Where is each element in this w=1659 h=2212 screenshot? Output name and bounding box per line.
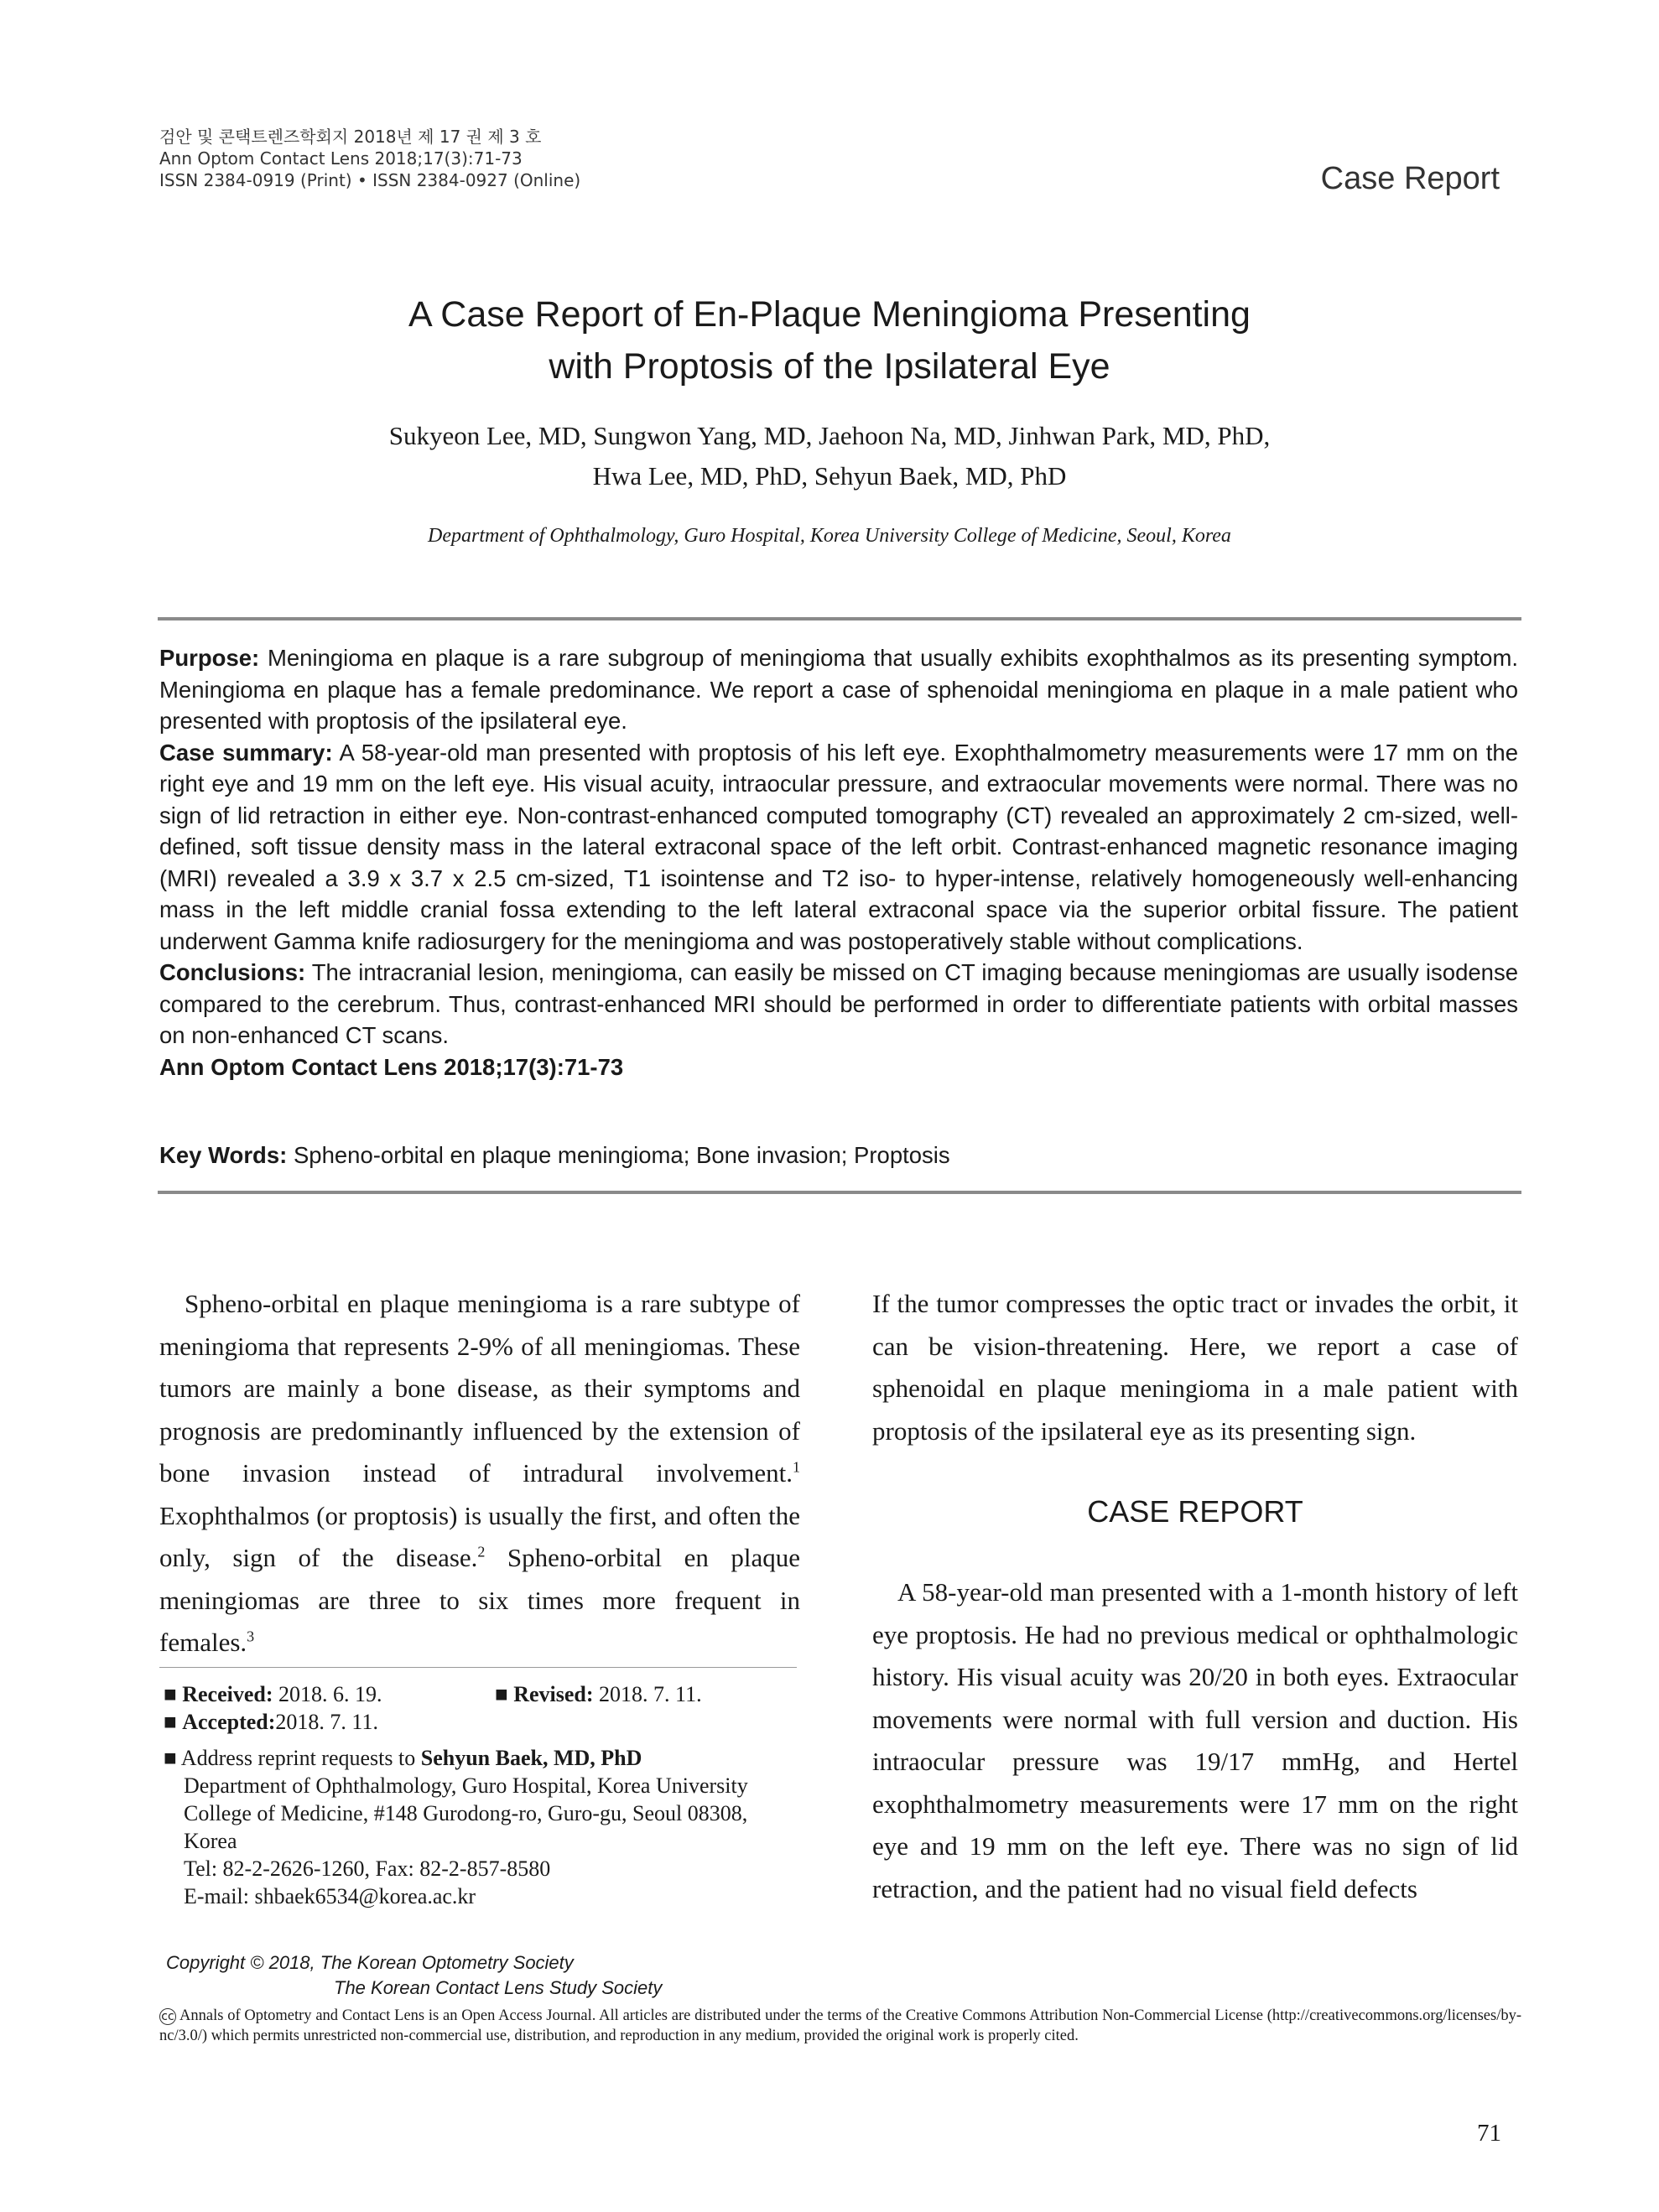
received-date: ■ Received: 2018. 6. 19. — [164, 1682, 382, 1706]
received-revised-row — [164, 1680, 801, 1708]
journal-english: Ann Optom Contact Lens 2018;17(3):71-73 — [159, 148, 523, 169]
journal-header — [159, 126, 580, 191]
page-title — [0, 288, 1659, 392]
keywords-label: Key Words: — [159, 1142, 288, 1168]
revised-date: ■ Revised: 2018. 7. 11. — [495, 1682, 702, 1706]
issn: ISSN 2384-0919 (Print) • ISSN 2384-0927 (Online) — [159, 170, 581, 190]
page-number: 71 — [1477, 2120, 1501, 2147]
abstract-purpose — [159, 642, 1518, 737]
telephone: Tel: 82-2-2626-1260, Fax: 82-2-857-8580 — [184, 1856, 551, 1881]
correspondence-address: ■ Address reprint requests to Sehyun Baek, MD, PhD Department of Ophthalmology, Guro Hospital, Korea University College of Medicine, #148 Gurodong-ro, Guro-gu, Seoul 08308, Korea Tel: 82-2-2626-1260, Fax: 82-2-857-8580 E-mail: shbaek6534@korea.ac.kr — [164, 1744, 801, 1910]
reference-3: 3 — [247, 1628, 255, 1645]
abstract — [159, 642, 1518, 1083]
corresponding-author: Sehyun Baek, MD, PhD — [420, 1746, 642, 1770]
keywords-text: Spheno-orbital en plaque meningioma; Bone invasion; Proptosis — [287, 1142, 950, 1168]
divider-top — [158, 617, 1521, 621]
intro-continuation: If the tumor compresses the optic tract or invades the orbit, it can be vision-threatening. Here, we report a case of sphenoidal en plaque meningioma in a male patient with proptosis of the ipsilateral eye as its presenting sign. — [872, 1289, 1518, 1446]
authors-line-1: Sukyeon Lee, MD, Sungwon Yang, MD, Jaehoon Na, MD, Jinhwan Park, MD, PhD, — [388, 421, 1271, 450]
abstract-citation: Ann Optom Contact Lens 2018;17(3):71-73 — [159, 1053, 624, 1080]
license-notice: cc Annals of Optometry and Contact Lens is an Open Access Journal. All articles are distributed under the terms of the Creative Commons Attribution Non-Commercial License (http://creativecommons.org/licenses/by-nc/3.0/) which permits unrestricted non-commercial use, distribution, and reproduction in any medium, provided the original work is properly cited. — [159, 2007, 1521, 2044]
article-footnotes — [164, 1680, 801, 1910]
article-type: Case Report — [1320, 161, 1500, 196]
conclusions-text: The intracranial lesion, meningioma, can easily be missed on CT imaging because meningiomas are usually isodense compared to the cerebrum. Thus, contrast-enhanced MRI should be performed in order to differentiate patients with orbital masses on non-enhanced CT scans. — [159, 959, 1518, 1048]
email-address: E-mail: shbaek6534@korea.ac.kr — [184, 1884, 476, 1908]
title-line-2: with Proptosis of the Ipsilateral Eye — [549, 346, 1110, 387]
accepted-date: ■ Accepted: 2018. 7. 11. — [164, 1710, 378, 1734]
intro-paragraph: Spheno-orbital en plaque meningioma is a rare subtype of meningioma that represents 2-9% of all meningiomas. These tumors are mainly a bone disease, as their symptoms and prognosis are predominantly influenced by the extension of bone invasion instead of intradural involvement.$^1$ Exophthalmos (or proptosis) is usually the first, and often the only, sign of the disease.$^2$ Spheno-orbital en plaque meningiomas are three to six times more frequent in females.$^3$ — [159, 1289, 800, 1657]
purpose-label: Purpose: — [159, 645, 260, 671]
body-right-column — [872, 1283, 1518, 1452]
section-heading-case-report: CASE REPORT — [1087, 1494, 1303, 1529]
authors — [0, 416, 1659, 496]
copyright: Copyright © 2018, The Korean Optometry Society The Korean Contact Lens Study Society — [166, 1952, 663, 1998]
creative-commons-icon: cc — [159, 2008, 176, 2025]
body-left-column — [159, 1283, 800, 1664]
title-line-1: A Case Report of En-Plaque Meningioma Presenting — [408, 294, 1251, 335]
footnote-divider — [159, 1667, 797, 1668]
case-summary-text: A 58-year-old man presented with proptosis of his left eye. Exophthalmometry measurements were 17 mm on the right eye and 19 mm on the left eye. His visual acuity, intraocular pressure, and extraocular movements were normal. There was no sign of lid retraction in either eye. Non-contrast-enhanced computed tomography (CT) revealed an approximately 2 cm-sized, well-defined, soft tissue density mass in the lateral extraconal space of the left orbit. Contrast-enhanced magnetic resonance imaging (MRI) revealed a 3.9 x 3.7 x 2.5 cm-sized, T1 isointense and T2 iso- to hyper-intense, relatively homogeneously well-enhancing mass in the left middle cranial fossa extending to the left lateral extraconal space via the superior orbital fissure. The patient underwent Gamma knife radiosurgery for the meningioma and was postoperatively stable without complications. — [159, 739, 1519, 954]
conclusions-label: Conclusions: — [159, 959, 306, 985]
case-report-paragraph: A 58-year-old man presented with a 1-month history of left eye proptosis. He had no previous medical or ophthalmologic history. His visual acuity was 20/20 in both eyes. Extraocular movements were normal with full version and duction. His intraocular pressure was 19/17 mmHg, and Hertel exophthalmometry measurements were 17 mm on the right eye and 19 mm on the left eye. There was no sign of lid retraction, and the patient had no visual field defects — [872, 1577, 1518, 1903]
keywords — [159, 1142, 1518, 1169]
case-summary-label: Case summary: — [159, 739, 333, 766]
abstract-case-summary — [159, 737, 1518, 958]
reference-1: 1 — [793, 1458, 800, 1476]
reference-2: 2 — [477, 1543, 486, 1560]
journal-korean: 검안 및 콘택트렌즈학회지 2018년 제 17 권 제 3 호 — [159, 127, 542, 147]
purpose-text: Meningioma en plaque is a rare subgroup of meningioma that usually exhibits exophthalmos as its presenting symptom. Meningioma en plaque has a female predominance. We report a case of sphenoidal meningioma en plaque in a male patient who presented with proptosis of the ipsilateral eye. — [159, 645, 1518, 734]
abstract-conclusions — [159, 957, 1518, 1051]
affiliation: Department of Ophthalmology, Guro Hospital, Korea University College of Medicine, Seoul, Korea — [428, 525, 1231, 547]
divider-bottom — [158, 1191, 1521, 1194]
case-report-body — [872, 1571, 1518, 1910]
authors-line-2: Hwa Lee, MD, PhD, Sehyun Baek, MD, PhD — [592, 461, 1067, 491]
